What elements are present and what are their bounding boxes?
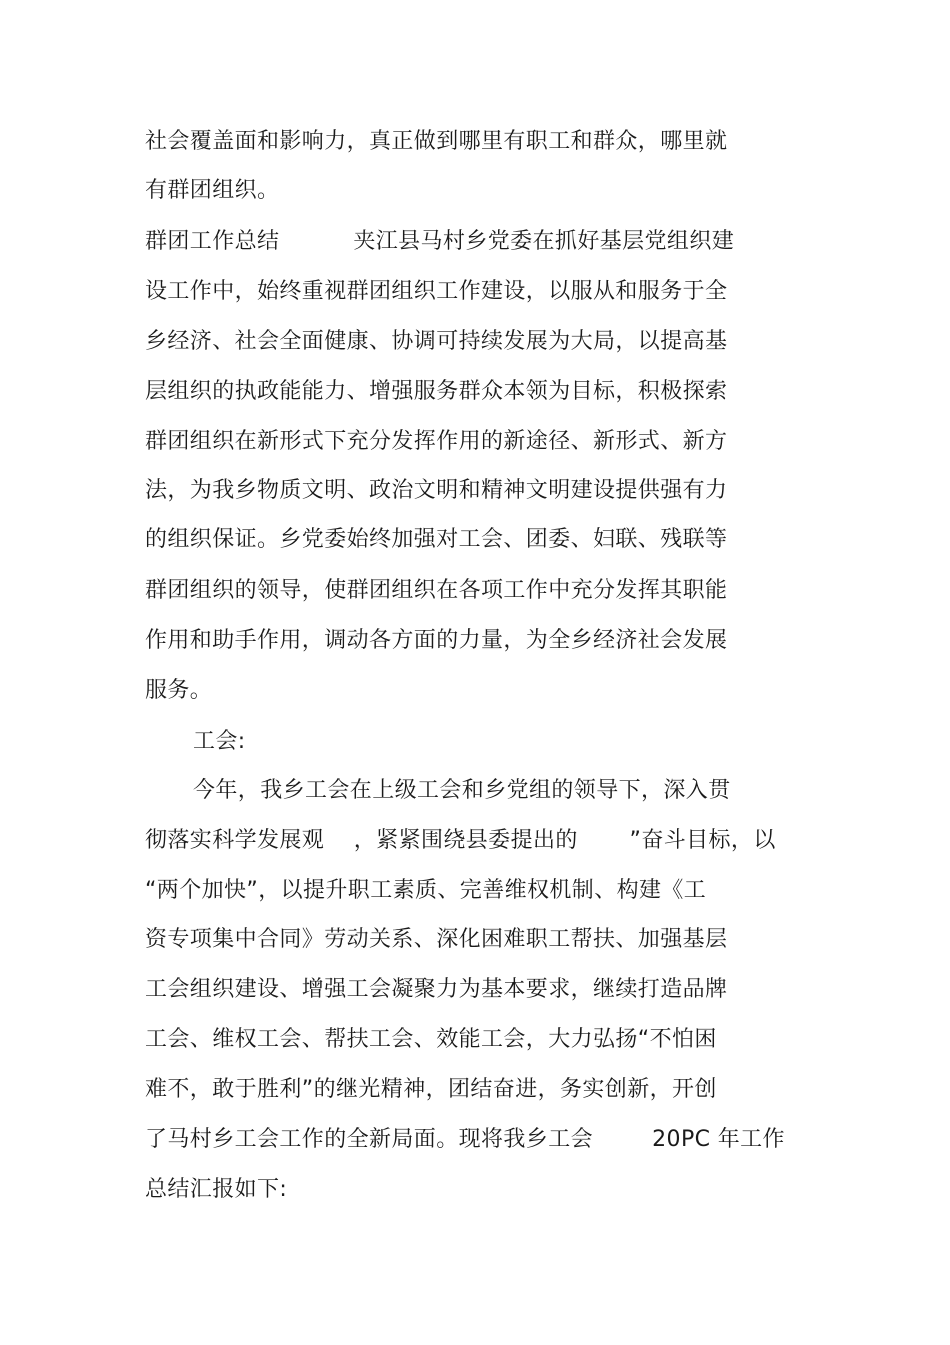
text-line: 难不，敢于胜利”的继光精神，团结奋进，务实创新，开创 (145, 1077, 717, 1102)
text-line: 服务。 (145, 678, 213, 703)
text-line: 设工作中，始终重视群团组织工作建设，以服从和服务于全 (145, 279, 728, 304)
text-line: 群团工作总结 夹江县马村乡党委在抓好基层党组织建 (145, 229, 735, 254)
text-line: 有群团组织。 (145, 178, 280, 203)
text-line: 彻落实科学发展观 ，紧紧围绕县委提出的 ”奋斗目标，以 (145, 828, 776, 853)
text-line: 层组织的执政能能力、增强服务群众本领为目标，积极探索 (145, 379, 728, 404)
text-line: 工会、维权工会、帮扶工会、效能工会，大力弘扬“不怕困 (145, 1027, 717, 1052)
text-line: 群团组织的领导，使群团组织在各项工作中充分发挥其职能 (145, 578, 728, 603)
text-line: 法，为我乡物质文明、政治文明和精神文明建设提供强有力 (145, 478, 728, 503)
text-line: “两个加快”，以提升职工素质、完善维权机制、构建《工 (145, 878, 707, 903)
text-line: 乡经济、社会全面健康、协调可持续发展为大局，以提高基 (145, 329, 728, 354)
text-line: 资专项集中合同》劳动关系、深化困难职工帮扶、加强基层 (145, 927, 728, 952)
text-line: 工会组织建设、增强工会凝聚力为基本要求，继续打造品牌 (145, 977, 728, 1002)
text-line: 今年，我乡工会在上级工会和乡党组的领导下，深入贯 (193, 778, 731, 803)
text-line: 了马村乡工会工作的全新局面。现将我乡工会 20PC 年工作 (145, 1127, 785, 1152)
text-line: 的组织保证。乡党委始终加强对工会、团委、妇联、残联等 (145, 527, 728, 552)
text-line: 群团组织在新形式下充分发挥作用的新途径、新形式、新方 (145, 429, 728, 454)
section-heading: 工会: (193, 729, 246, 754)
text-line: 作用和助手作用，调动各方面的力量，为全乡经济社会发展 (145, 628, 728, 653)
text-line: 社会覆盖面和影响力，真正做到哪里有职工和群众，哪里就 (145, 129, 728, 154)
text-line: 总结汇报如下: (145, 1177, 288, 1202)
